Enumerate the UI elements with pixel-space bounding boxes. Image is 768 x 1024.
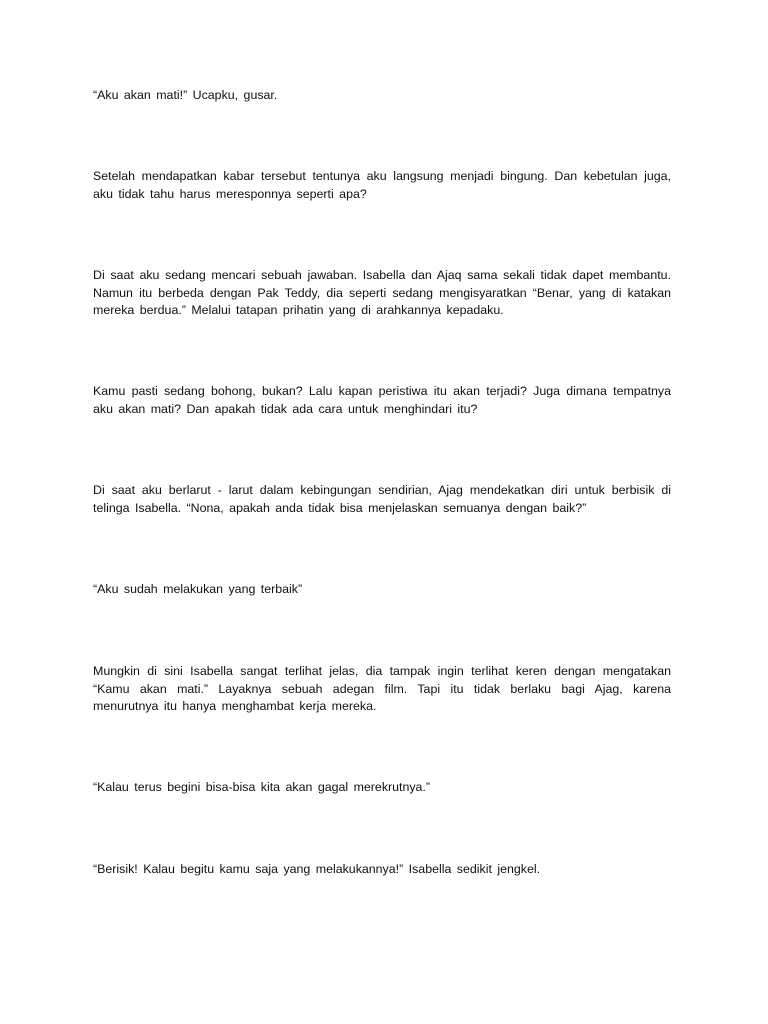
paragraph-9: “Berisik! Kalau begitu kamu saja yang melakukannya!” Isabella sedikit jengkel. <box>93 862 541 876</box>
paragraph-2: Setelah mendapatkan kabar tersebut tentunya aku langsung menjadi bingung. Dan kebetulan juga, aku tidak tahu harus meresponnya seperti apa? <box>93 169 671 201</box>
paragraph-4: Kamu pasti sedang bohong, bukan? Lalu kapan peristiwa itu akan terjadi? Juga dimana tempatnya aku akan mati? Dan apakah tidak ada cara untuk menghindari itu? <box>93 384 671 416</box>
paragraph-8: “Kalau terus begini bisa-bisa kita akan gagal merekrutnya.” <box>93 780 431 794</box>
paragraph-6: “Aku sudah melakukan yang terbaik” <box>93 582 303 596</box>
paragraph-5: Di saat aku berlarut - larut dalam kebingungan sendirian, Ajag mendekatkan diri untuk berbisik di telinga Isabella. “Nona, apakah anda tidak bisa menjelaskan semuanya dengan baik?” <box>93 483 671 515</box>
paragraph-7: Mungkin di sini Isabella sangat terlihat jelas, dia tampak ingin terlihat keren dengan mengatakan “Kamu akan mati.” Layaknya sebuah adegan film. Tapi itu tidak berlaku bagi Ajag, karena menurutnya itu hanya menghambat kerja mereka. <box>93 664 671 713</box>
paragraph-3: Di saat aku sedang mencari sebuah jawaban. Isabella dan Ajaq sama sekali tidak dapet membantu. Namun itu berbeda dengan Pak Teddy, dia seperti sedang mengisyaratkan “Benar, yang di katakan mereka berdua.” Melalui tatapan prihatin yang di arahkannya kepadaku. <box>93 268 671 317</box>
paragraph-1: “Aku akan mati!” Ucapku, gusar. <box>93 88 278 102</box>
